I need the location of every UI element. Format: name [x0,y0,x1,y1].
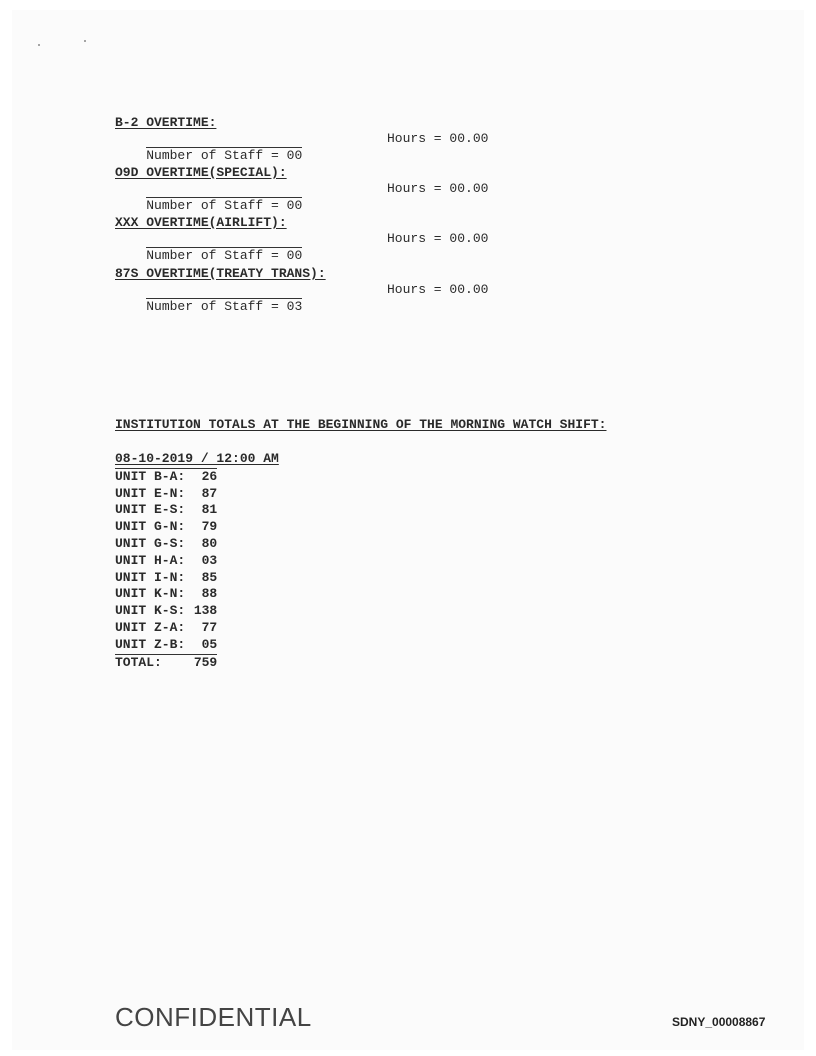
scan-specks [36,38,96,48]
table-row [115,570,217,587]
unit-label: UNIT Z-B: [115,637,185,654]
table-row [115,603,217,620]
unit-label: UNIT H-A: [115,552,186,568]
overtime-row [115,131,489,163]
unit-label: UNIT B-A: [115,468,186,484]
unit-count: 81 [201,502,218,518]
unit-count: 05 [185,637,217,654]
hours-value: Hours = 00.00 [387,131,489,146]
overtime-row [115,231,489,263]
unit-count: 26 [185,468,217,485]
overtime-title: B-2 OVERTIME: [115,115,217,130]
staff-count: Number of Staff = 00 [146,248,303,263]
unit-label: UNIT E-S: [115,502,186,518]
table-row [115,468,217,485]
unit-count: 03 [201,552,218,568]
unit-count: 88 [201,586,218,602]
table-row [115,536,217,553]
overtime-title: O9D OVERTIME(SPECIAL): [115,165,287,180]
table-row [115,553,217,570]
table-row [115,620,217,637]
staff-count: Number of Staff = 00 [146,148,303,163]
hours-value: Hours = 00.00 [387,231,489,246]
institution-totals [115,451,279,671]
unit-label: UNIT I-N: [115,569,186,585]
hours-value: Hours = 00.00 [387,282,489,297]
totals-datetime: 08-10-2019 / 12:00 AM [115,451,279,466]
overtime-section-xxx [115,215,489,263]
bates-number: SDNY_00008867 [672,1015,766,1029]
staff-count: Number of Staff = 00 [146,198,303,213]
unit-count: 80 [201,535,218,551]
staff-count: Number of Staff = 03 [146,299,303,314]
unit-label: UNIT Z-A: [115,619,186,635]
unit-count: 85 [201,569,218,585]
unit-label: UNIT K-N: [115,586,186,602]
overtime-title: XXX OVERTIME(AIRLIFT): [115,215,287,230]
total-label: TOTAL: [115,654,162,670]
total-count: 759 [193,654,218,670]
unit-count: 77 [201,619,218,635]
unit-count: 138 [193,603,218,619]
table-row [115,637,217,654]
unit-label: UNIT G-N: [115,519,186,535]
table-row [115,586,217,603]
total-row [115,654,217,671]
overtime-row [115,181,489,213]
unit-count: 87 [201,485,218,501]
table-row [115,486,217,503]
overtime-section-b2 [115,115,489,163]
confidential-label: CONFIDENTIAL [115,1002,312,1032]
unit-label: UNIT K-S: [115,603,186,619]
table-row [115,519,217,536]
overtime-row [115,282,489,314]
hours-value: Hours = 00.00 [387,181,489,196]
table-row [115,502,217,519]
unit-count: 79 [201,519,218,535]
unit-label: UNIT G-S: [115,535,186,551]
unit-totals-table [115,468,217,672]
overtime-title: 87S OVERTIME(TREATY TRANS): [115,266,326,281]
institution-totals-heading: INSTITUTION TOTALS AT THE BEGINNING OF THE MORNING WATCH SHIFT: [115,417,607,432]
overtime-section-o9d [115,165,489,213]
unit-label: UNIT E-N: [115,485,186,501]
overtime-section-87s [115,266,489,314]
